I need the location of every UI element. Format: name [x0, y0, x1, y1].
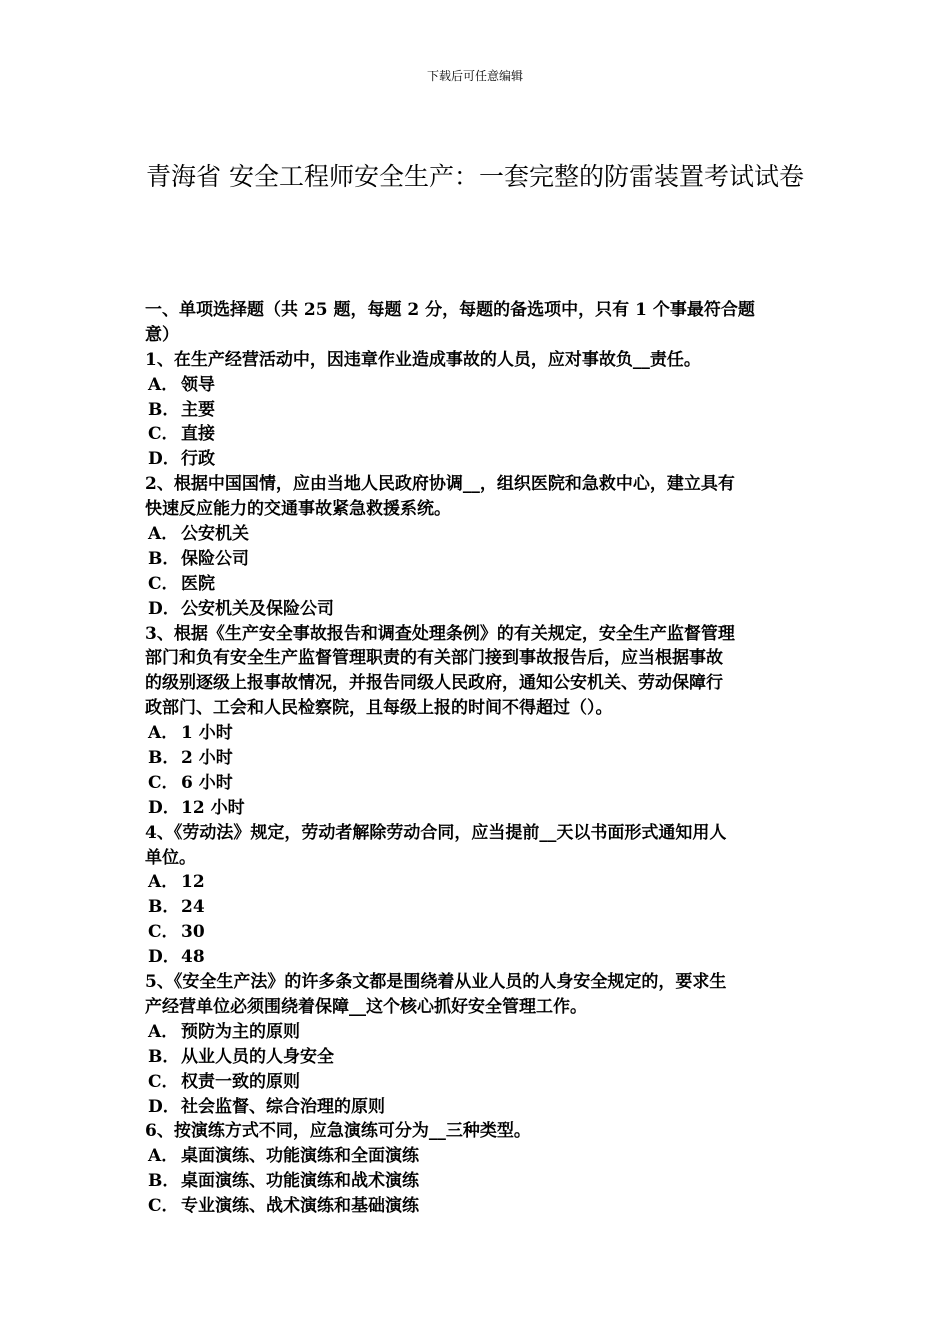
question-text: 2、根据中国国情，应由当地人民政府协调__，组织医院和急救中心，建立具有 — [145, 474, 735, 495]
question-4 — [145, 821, 810, 970]
question-3 — [145, 622, 810, 821]
option-text: 48 — [181, 947, 205, 968]
question-6 — [145, 1119, 810, 1219]
option-label: C． — [148, 922, 179, 943]
option-text: 12 小时 — [181, 797, 245, 818]
option-label: B． — [148, 548, 180, 569]
option-label: D． — [148, 797, 180, 818]
option-text: 桌面演练、功能演练和全面演练 — [181, 1146, 419, 1167]
option-label: C． — [148, 573, 179, 594]
document-title: 青海省 安全工程师安全生产：一套完整的防雷装置考试试卷 — [146, 162, 804, 191]
option-a — [145, 721, 810, 746]
option-label: C． — [148, 1071, 179, 1092]
option-c — [145, 572, 810, 597]
question-text: 6、按演练方式不同，应急演练可分为__三种类型。 — [145, 1121, 531, 1142]
option-label: A． — [148, 524, 179, 545]
option-a — [145, 1144, 810, 1169]
option-c — [145, 771, 810, 796]
option-b — [145, 547, 810, 572]
option-text: 公安机关 — [181, 524, 249, 545]
option-c — [145, 1070, 810, 1095]
option-label: C． — [148, 1196, 179, 1217]
option-text: 2 小时 — [181, 748, 233, 769]
option-text: 社会监督、综合治理的原则 — [181, 1096, 385, 1117]
option-a — [145, 1020, 810, 1045]
option-text: 保险公司 — [181, 548, 249, 569]
option-text: 24 — [181, 897, 205, 918]
option-label: A． — [148, 1021, 179, 1042]
option-text: 主要 — [181, 399, 215, 420]
option-text: 30 — [181, 922, 205, 943]
option-b — [145, 398, 810, 423]
option-text: 行政 — [181, 449, 215, 470]
option-text: 从业人员的人身安全 — [181, 1046, 334, 1067]
option-text: 1 小时 — [181, 723, 233, 744]
option-c — [145, 920, 810, 945]
question-text: 4、《劳动法》规定，劳动者解除劳动合同，应当提前__天以书面形式通知用人 — [145, 822, 727, 843]
option-text: 桌面演练、功能演练和战术演练 — [181, 1171, 419, 1192]
option-label: D． — [148, 598, 180, 619]
option-b — [145, 895, 810, 920]
option-label: B． — [148, 897, 180, 918]
option-b — [145, 746, 810, 771]
option-label: A． — [148, 872, 179, 893]
option-text: 6 小时 — [181, 772, 233, 793]
option-c — [145, 1194, 810, 1219]
option-text: 权责一致的原则 — [181, 1071, 300, 1092]
question-text: 5、《安全生产法》的许多条文都是围绕着从业人员的人身安全规定的，要求生 — [145, 972, 727, 993]
option-label: D． — [148, 449, 180, 470]
option-label: A． — [148, 1146, 179, 1167]
option-label: B． — [148, 399, 180, 420]
question-text: 1、在生产经营活动中，因违章作业造成事故的人员，应对事故负__责任。 — [145, 349, 701, 370]
option-text: 公安机关及保险公司 — [181, 598, 334, 619]
option-a — [145, 373, 810, 398]
question-2 — [145, 472, 810, 621]
header-note: 下载后可任意编辑 — [426, 69, 523, 83]
option-text: 专业演练、战术演练和基础演练 — [181, 1196, 419, 1217]
option-a — [145, 522, 810, 547]
section-line: 意） — [145, 324, 179, 345]
question-text: 快速反应能力的交通事故紧急救援系统。 — [145, 499, 451, 520]
question-text: 部门和负有安全生产监督管理职责的有关部门接到事故报告后，应当根据事故 — [145, 648, 723, 669]
option-d — [145, 1095, 810, 1120]
option-text: 医院 — [181, 573, 215, 594]
option-label: C． — [148, 424, 179, 445]
option-d — [145, 796, 810, 821]
question-text: 产经营单位必须围绕着保障__这个核心抓好安全管理工作。 — [145, 996, 587, 1017]
question-text: 单位。 — [145, 847, 196, 868]
option-label: B． — [148, 1171, 180, 1192]
option-b — [145, 1045, 810, 1070]
option-text: 直接 — [181, 424, 215, 445]
option-label: D． — [148, 947, 180, 968]
option-d — [145, 597, 810, 622]
option-label: A． — [148, 723, 179, 744]
question-content — [145, 298, 810, 1219]
option-d — [145, 447, 810, 472]
question-5 — [145, 970, 810, 1119]
option-label: C． — [148, 772, 179, 793]
question-text: 3、根据《生产安全事故报告和调查处理条例》的有关规定，安全生产监督管理 — [145, 623, 735, 644]
option-text: 领导 — [181, 374, 215, 395]
section-heading — [145, 298, 810, 348]
option-label: A． — [148, 374, 179, 395]
option-text: 12 — [181, 872, 205, 893]
option-d — [145, 945, 810, 970]
option-label: D． — [148, 1096, 180, 1117]
option-c — [145, 422, 810, 447]
question-text: 的级别逐级上报事故情况，并报告同级人民政府，通知公安机关、劳动保障行 — [145, 673, 723, 694]
question-1 — [145, 348, 810, 472]
option-label: B． — [148, 748, 180, 769]
section-line: 一、单项选择题（共 25 题，每题 2 分，每题的备选项中，只有 1 个事最符合题 — [145, 300, 755, 320]
question-text: 政部门、工会和人民检察院，且每级上报的时间不得超过（）。 — [145, 698, 613, 719]
option-text: 预防为主的原则 — [181, 1021, 300, 1042]
option-b — [145, 1169, 810, 1194]
option-label: B． — [148, 1046, 180, 1067]
option-a — [145, 870, 810, 895]
